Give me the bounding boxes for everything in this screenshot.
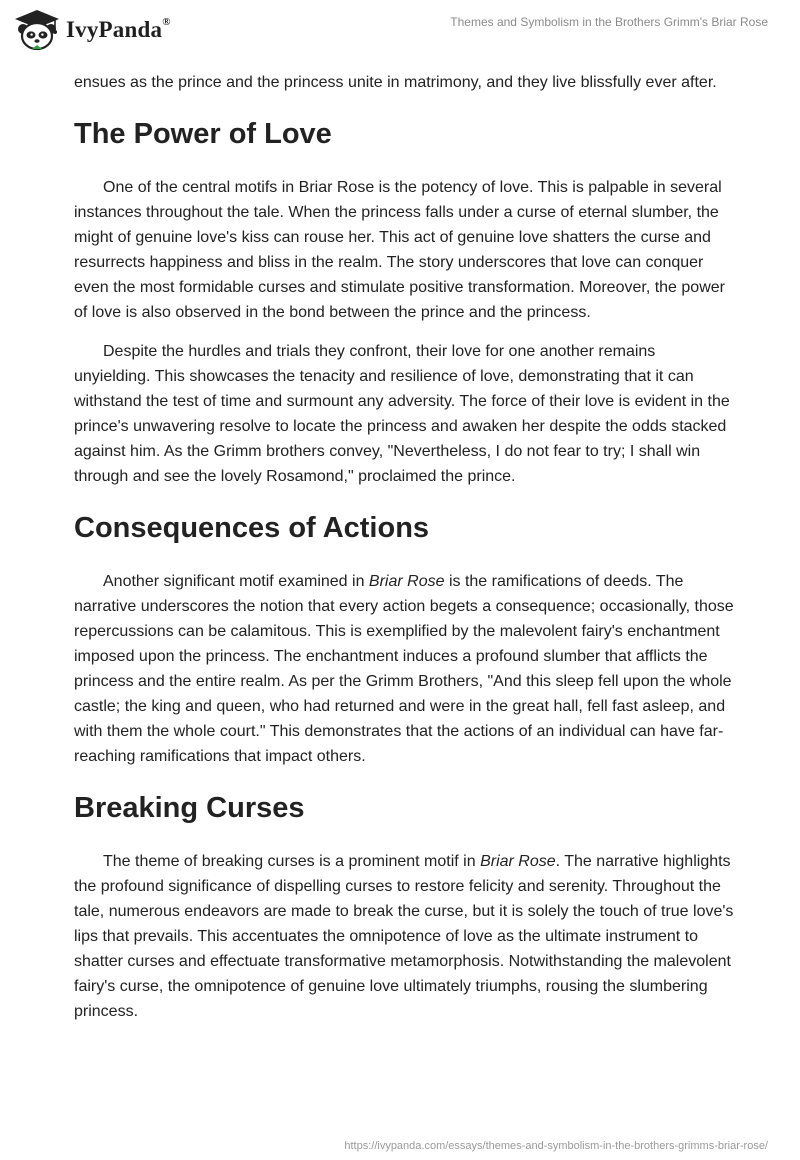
page-header	[0, 0, 800, 64]
paragraph: Despite the hurdles and trials they confront, their love for one another remains unyielding. This showcases the tenacity and resilience of love, demonstrating that it can withstand the test of time and surmount any adversity. The force of their love is evident in the prince's unwavering resolve to locate the princess and awaken her despite the odds stacked against him. As the Grimm brothers convey, "Nevertheless, I do not fear to try; I shall win through and see the lovely Rosamond," proclaimed the prince.	[74, 343, 730, 485]
intro-continuation: ensues as the prince and the princess unite in matrimony, and they live blissfully ever after.	[74, 74, 717, 91]
source-url[interactable]: https://ivypanda.com/essays/themes-and-symbolism-in-the-brothers-grimms-briar-rose/	[344, 1140, 768, 1152]
logo-link[interactable]	[14, 9, 171, 51]
book-title: Briar Rose	[368, 573, 445, 590]
paragraph: One of the central motifs in Briar Rose is the potency of love. This is palpable in several instances throughout the tale. When the princess falls under a curse of eternal slumber, the might of genuine love's kiss can rouse her. This act of genuine love shatters the curse and resurrects happiness and bliss in the realm. The story underscores that love can conquer even the most formidable curses and stimulate positive transformation. Moreover, the power of love is also observed in the bond between the prince and the princess.	[74, 179, 725, 321]
section-heading: The Power of Love	[74, 118, 332, 150]
section-heading: Breaking Curses	[74, 792, 305, 824]
paragraph: The theme of breaking curses is a prominent motif in Briar Rose. The narrative highlights the profound significance of dispelling curses to restore felicity and serenity. Throughout the tale, numerous endeavors are made to break the curse, but it is solely the touch of true love's lips that prevails. This accentuates the omnipotence of love as the ultimate instrument to shatter curses and effectuate transformative metamorphosis. Notwithstanding the malevolent fairy's curse, the omnipotence of genuine love ultimately triumphs, rousing the slumbering princess.	[74, 853, 734, 1020]
article-body	[74, 70, 734, 1038]
panda-graduate-icon	[14, 9, 60, 51]
book-title: Briar Rose	[480, 853, 556, 870]
paragraph: Another significant motif examined in Briar Rose is the ramifications of deeds. The narrative underscores the notion that every action begets a consequence; occasionally, those repercussions can be calamitous. This is exemplified by the malevolent fairy's enchantment imposed upon the princess. The enchantment induces a profound slumber that afflicts the princess and the entire realm. As per the Grimm Brothers, "And this sleep fell upon the whole castle; the king and queen, who had returned and were in the great hall, fell fast asleep, and with them the whole court." This demonstrates that the actions of an individual can have far-reaching ramifications that impact others.	[74, 573, 734, 765]
document-title: Themes and Symbolism in the Brothers Grimm's Briar Rose	[450, 15, 768, 29]
brand-name: IvyPanda®	[66, 16, 171, 42]
section-heading: Consequences of Actions	[74, 512, 430, 544]
